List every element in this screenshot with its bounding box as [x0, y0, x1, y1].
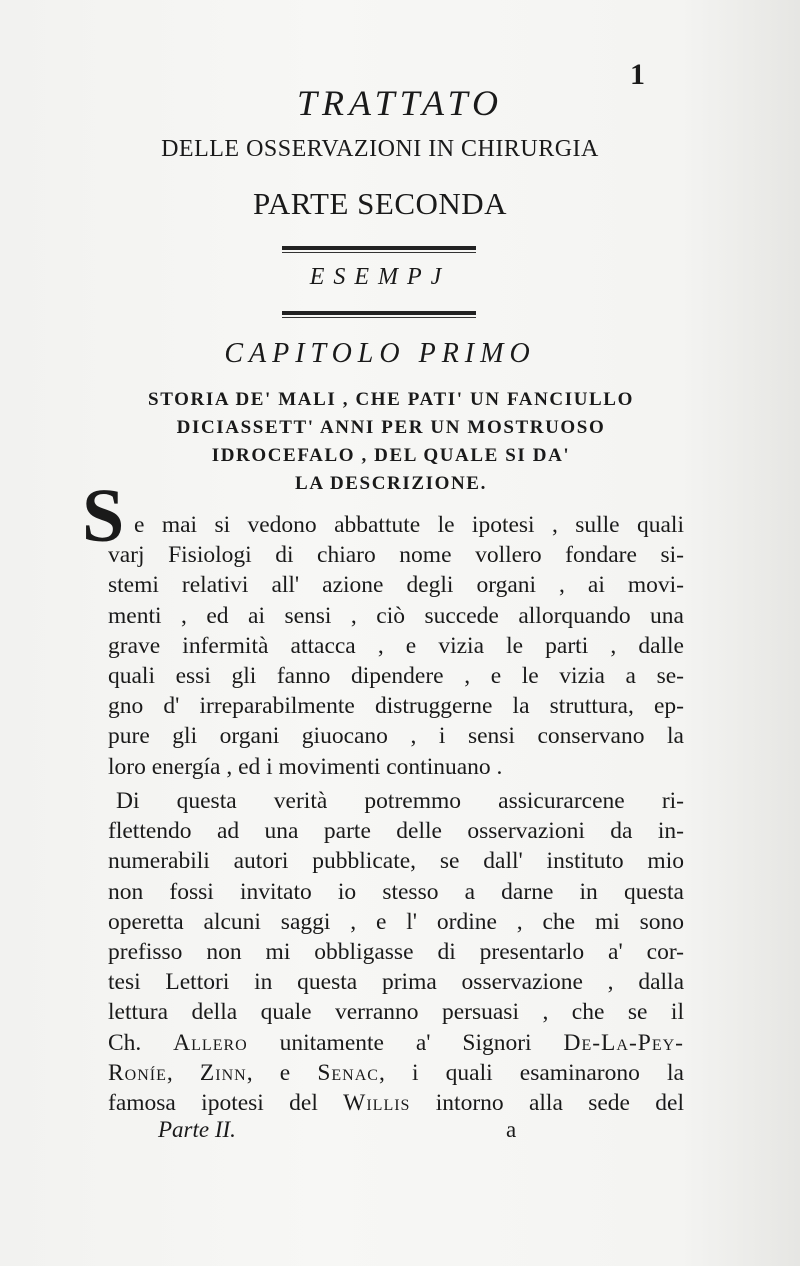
- author-name: Roníe: [108, 1059, 167, 1086]
- section-heading: ESEMPJ: [309, 264, 451, 290]
- text-line: numerabili autori pubblicate, se dall' instituto mio: [108, 848, 684, 875]
- chapter-heading: CAPITOLO PRIMO: [224, 338, 536, 369]
- paragraph-1: [108, 510, 684, 782]
- text-line: e mai si vedono abbattute le ipotesi , sulle quali: [134, 512, 684, 538]
- chapter-subtitle: [86, 386, 696, 498]
- text-line: tesi Lettori in questa prima osservazione , dalla: [108, 969, 684, 996]
- text-line: gno d' irreparabilmente distruggerne la struttura, ep-: [108, 693, 684, 720]
- text-line: [108, 1028, 684, 1058]
- text-fragment: ,: [166, 1059, 200, 1086]
- author-name: De-La-Pey-: [563, 1029, 684, 1056]
- author-name: Zinn: [199, 1059, 247, 1086]
- text-fragment: intorno alla sede del: [410, 1089, 684, 1116]
- author-name: Allero: [173, 1029, 248, 1056]
- author-name: Senac: [317, 1059, 379, 1086]
- paragraph-2: [108, 786, 684, 1118]
- text-line: non fossi invitato io stesso a darne in questa: [108, 878, 684, 905]
- text-line: flettendo ad una parte delle osservazioni da in-: [108, 818, 684, 845]
- text-line: lettura della quale verranno persuasi , che se il: [108, 999, 684, 1026]
- text-line: varj Fisiologi di chiaro nome vollero fondare si-: [108, 542, 684, 569]
- text-line: stemi relativi all' azione degli organi , ai movi-: [108, 572, 684, 599]
- signature-mark: a: [506, 1117, 517, 1142]
- text-line: menti , ed ai sensi , ciò succede allorquando una: [108, 602, 684, 629]
- chapter-subtitle-line: LA DESCRIZIONE.: [295, 473, 487, 494]
- text-fragment: , i quali esaminarono la: [378, 1059, 684, 1086]
- text-line: [108, 1088, 684, 1118]
- drop-capital: S: [82, 474, 125, 558]
- text-fragment: famosa ipotesi del: [108, 1089, 344, 1116]
- text-line: loro energía , ed i movimenti continuano .: [108, 753, 503, 780]
- treatise-subtitle: DELLE OSSERVAZIONI IN CHIRURGIA: [161, 136, 599, 162]
- text-line: Di questa verità potremmo assicurarcene ri-: [116, 788, 684, 814]
- text-fragment: Ch.: [108, 1029, 174, 1056]
- text-line: quali essi gli fanno dipendere , e le vizia a se-: [108, 662, 684, 689]
- part-heading: PARTE SECONDA: [252, 186, 508, 221]
- double-rule-top: [282, 246, 476, 250]
- page-number: 1: [630, 58, 645, 91]
- double-rule-bottom: [282, 311, 476, 315]
- text-fragment: , e: [246, 1059, 318, 1086]
- chapter-subtitle-line: IDROCEFALO , DEL QUALE SI DA': [211, 445, 571, 466]
- text-line: operetta alcuni saggi , e l' ordine , che mi sono: [108, 908, 684, 935]
- footer-part-label: Parte II.: [158, 1117, 236, 1142]
- treatise-title: TRATTATO: [296, 83, 504, 123]
- author-name: Willis: [343, 1089, 411, 1116]
- chapter-subtitle-line: STORIA DE' MALI , CHE PATI' UN FANCIULLO: [148, 389, 634, 410]
- text-fragment: unitamente a' Signori: [247, 1029, 564, 1056]
- text-line: pure gli organi giuocano , i sensi conservano la: [108, 723, 684, 750]
- chapter-subtitle-line: DICIASSETT' ANNI PER UN MOSTRUOSO: [176, 417, 606, 438]
- text-line: prefisso non mi obbligasse di presentarlo a' cor-: [108, 938, 684, 965]
- text-line: [108, 1058, 684, 1088]
- text-line: grave infermità attacca , e vizia le parti , dalle: [108, 632, 684, 659]
